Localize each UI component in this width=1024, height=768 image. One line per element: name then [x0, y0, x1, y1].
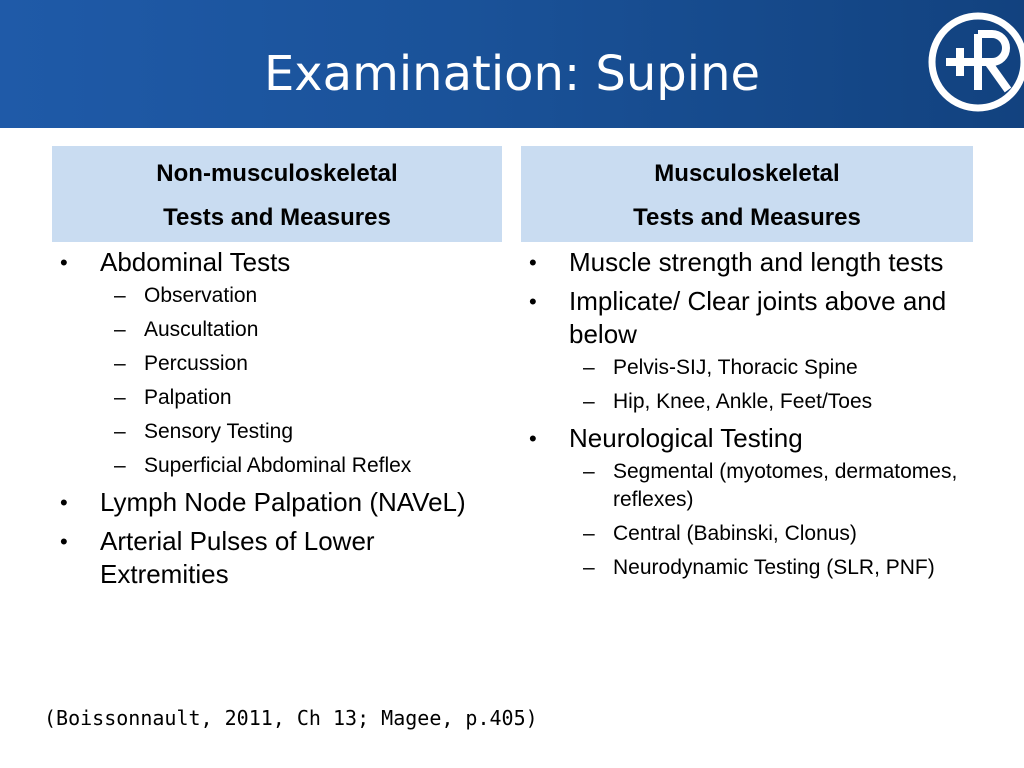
- sub-list-item-text: Observation: [144, 284, 258, 307]
- sub-list-item: [569, 388, 965, 416]
- left-column-header: [52, 146, 502, 242]
- sub-list-item: [569, 520, 965, 548]
- left-header-line-2: Tests and Measures: [163, 204, 391, 231]
- sub-list-item: [569, 458, 965, 514]
- bullet-icon: •: [529, 289, 537, 314]
- sub-list-item-text: Palpation: [144, 386, 232, 409]
- list-item-text: Arterial Pulses of Lower Extremities: [100, 526, 375, 589]
- bullet-icon: •: [60, 529, 68, 554]
- sub-list-item: [100, 350, 506, 378]
- right-header-line-1: Musculoskeletal: [654, 160, 840, 187]
- dash-icon: –: [114, 454, 126, 477]
- sub-list-item: [100, 452, 506, 480]
- list-item-text: Abdominal Tests: [100, 247, 291, 277]
- list-item-text: Lymph Node Palpation (NAVeL): [100, 487, 466, 517]
- list-item-text: Implicate/ Clear joints above and below: [569, 286, 947, 349]
- bullet-icon: •: [60, 250, 68, 275]
- right-column-header: [521, 146, 973, 242]
- sub-list-item: [100, 316, 506, 344]
- list-item-text: Muscle strength and length tests: [569, 247, 944, 277]
- citation: (Boissonnault, 2011, Ch 13; Magee, p.405): [44, 706, 538, 730]
- list-item: [525, 422, 965, 582]
- sub-list-item: [100, 418, 506, 446]
- list-item-text: Neurological Testing: [569, 423, 803, 453]
- sub-list-item-text: Pelvis-SIJ, Thoracic Spine: [613, 356, 858, 379]
- sub-list-item-text: Auscultation: [144, 318, 259, 341]
- list-item: [56, 525, 506, 591]
- right-bullet-list: [525, 246, 965, 582]
- rk-logo-icon: [922, 6, 1024, 118]
- sub-list-item-text: Sensory Testing: [144, 420, 294, 443]
- right-column: [525, 246, 965, 588]
- dash-icon: –: [583, 390, 595, 413]
- sub-list-item-text: Hip, Knee, Ankle, Feet/Toes: [613, 390, 873, 413]
- dash-icon: –: [583, 356, 595, 379]
- list-item: [56, 486, 506, 519]
- sub-list-item: [569, 554, 965, 582]
- sub-list-item-text: Superficial Abdominal Reflex: [144, 454, 412, 477]
- bullet-icon: •: [529, 426, 537, 451]
- sub-list-item-text: Neurodynamic Testing (SLR, PNF): [613, 556, 935, 579]
- slide-title: Examination: Supine: [263, 46, 761, 102]
- sub-list-item-text: Segmental (myotomes, dermatomes, reflexes): [613, 460, 958, 511]
- dash-icon: –: [114, 420, 126, 443]
- sub-list-item-text: Central (Babinski, Clonus): [613, 522, 857, 545]
- dash-icon: –: [583, 460, 595, 483]
- dash-icon: –: [114, 284, 126, 307]
- left-bullet-list: [56, 246, 506, 591]
- title-bar: [0, 0, 1024, 128]
- bullet-icon: •: [529, 250, 537, 275]
- list-item: [56, 246, 506, 480]
- sub-list: [569, 458, 965, 582]
- dash-icon: –: [114, 318, 126, 341]
- sub-list-item: [100, 282, 506, 310]
- dash-icon: –: [114, 352, 126, 375]
- sub-list: [569, 354, 965, 416]
- left-header-line-1: Non-musculoskeletal: [156, 160, 398, 187]
- sub-list-item-text: Percussion: [144, 352, 248, 375]
- list-item: [525, 246, 965, 279]
- list-item: [525, 285, 965, 416]
- bullet-icon: •: [60, 490, 68, 515]
- left-column: [56, 246, 506, 597]
- sub-list-item: [100, 384, 506, 412]
- dash-icon: –: [583, 522, 595, 545]
- right-header-line-2: Tests and Measures: [633, 204, 861, 231]
- dash-icon: –: [583, 556, 595, 579]
- sub-list: [100, 282, 506, 480]
- dash-icon: –: [114, 386, 126, 409]
- sub-list-item: [569, 354, 965, 382]
